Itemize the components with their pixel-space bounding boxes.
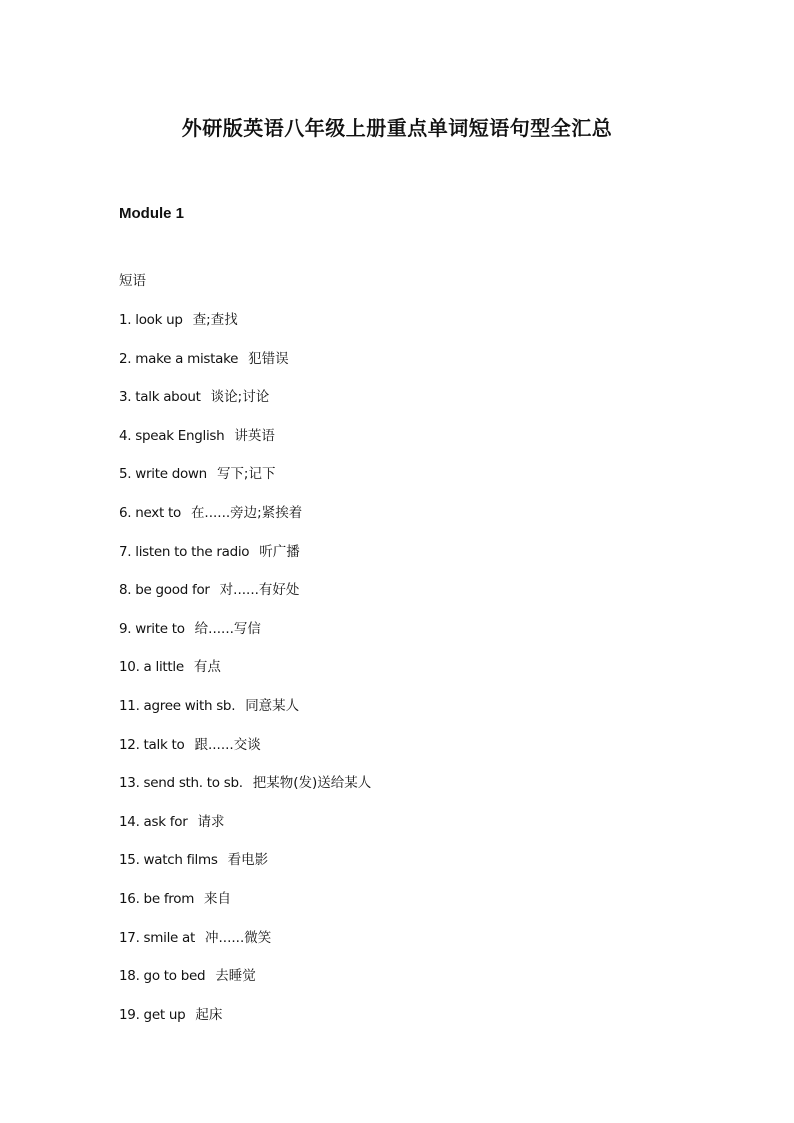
- phrase-item: [119, 387, 371, 426]
- phrase-english: 10. a little: [119, 659, 184, 676]
- phrase-english: 6. next to: [119, 504, 181, 521]
- phrase-chinese: 给......写信: [194, 620, 261, 637]
- phrase-chinese: 听广播: [259, 543, 300, 560]
- phrase-chinese: 对......有好处: [219, 582, 300, 599]
- phrase-item: [119, 696, 371, 735]
- phrase-english: 1. look up: [119, 312, 183, 328]
- document-title: 外研版英语八年级上册重点单词短语句型全汇总: [181, 116, 613, 140]
- phrase-english: 19. get up: [119, 1006, 186, 1023]
- phrase-item: [119, 773, 371, 812]
- phrase-chinese: 查;查找: [192, 312, 238, 328]
- phrase-chinese: 讲英语: [234, 427, 275, 444]
- phrase-english: 9. write to: [119, 620, 185, 637]
- phrase-chinese: 起床: [195, 1006, 223, 1023]
- phrase-chinese: 写下;记下: [216, 466, 276, 483]
- phrase-chinese: 冲......微笑: [205, 929, 272, 946]
- phrase-item: [119, 850, 371, 889]
- phrase-chinese: 同意某人: [245, 697, 300, 714]
- phrase-english: 12. talk to: [119, 736, 185, 753]
- phrase-item: [119, 812, 371, 851]
- phrase-item: [119, 1005, 371, 1044]
- phrase-chinese: 犯错误: [248, 350, 289, 367]
- phrase-english: 11. agree with sb.: [119, 697, 236, 714]
- phrase-english: 5. write down: [119, 466, 207, 483]
- phrase-chinese: 看电影: [227, 852, 269, 869]
- phrase-chinese: 有点: [193, 659, 221, 676]
- phrase-english: 2. make a mistake: [119, 350, 239, 367]
- phrase-item: [119, 464, 371, 503]
- section-label: 短语: [119, 273, 146, 289]
- phrase-item: [119, 580, 371, 619]
- phrase-chinese: 去睡觉: [215, 968, 256, 985]
- phrase-chinese: 来自: [204, 890, 232, 907]
- phrase-english: 3. talk about: [119, 389, 201, 406]
- phrase-english: 4. speak English: [119, 427, 225, 444]
- phrase-english: 7. listen to the radio: [119, 543, 250, 560]
- phrase-item: [119, 349, 371, 388]
- phrase-english: 17. smile at: [119, 929, 196, 946]
- phrase-list: [119, 310, 371, 1043]
- phrase-item: [119, 503, 371, 542]
- phrase-item: [119, 889, 371, 928]
- phrase-english: 14. ask for: [119, 813, 188, 830]
- phrase-chinese: 谈论;讨论: [210, 389, 270, 406]
- phrase-chinese: 在......旁边;紧挨着: [190, 504, 303, 521]
- phrase-chinese: 跟......交谈: [194, 736, 261, 753]
- phrase-item: [119, 310, 371, 349]
- phrase-english: 13. send sth. to sb.: [119, 775, 243, 792]
- phrase-english: 8. be good for: [119, 582, 210, 599]
- phrase-item: [119, 735, 371, 774]
- phrase-chinese: 把某物(发)送给某人: [252, 775, 372, 792]
- phrase-item: [119, 426, 371, 465]
- phrase-item: [119, 657, 371, 696]
- phrase-english: 15. watch films: [119, 852, 218, 869]
- phrase-english: 18. go to bed: [119, 968, 206, 985]
- phrase-english: 16. be from: [119, 890, 195, 907]
- phrase-item: [119, 966, 371, 1005]
- phrase-item: [119, 619, 371, 658]
- phrase-chinese: 请求: [197, 813, 225, 830]
- module-heading: Module 1: [119, 205, 185, 222]
- phrase-item: [119, 542, 371, 581]
- phrase-item: [119, 928, 371, 967]
